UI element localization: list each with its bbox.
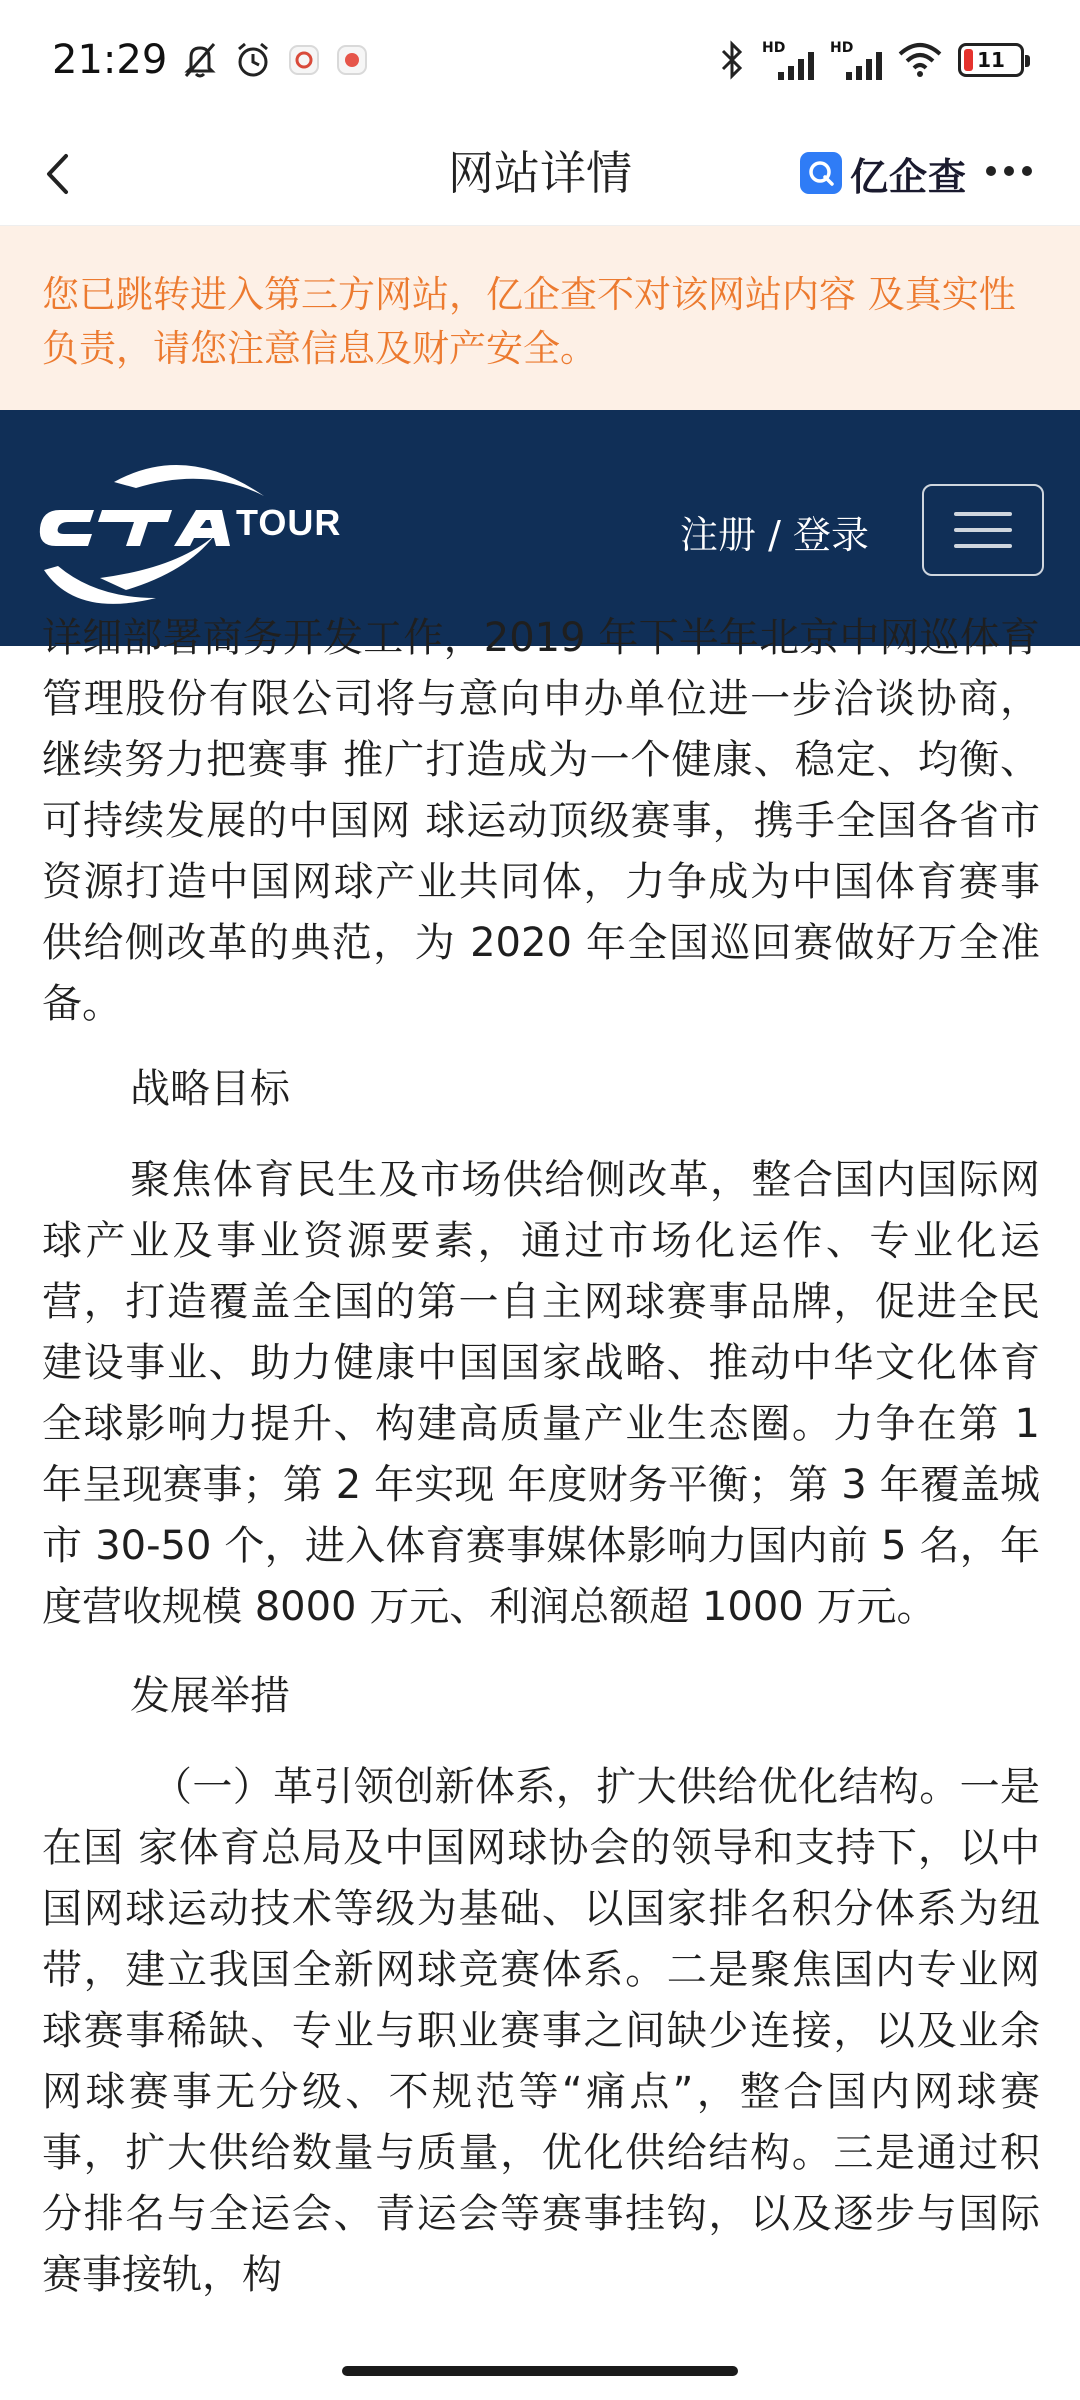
hd-label: HD (762, 40, 786, 56)
alarm-icon (233, 40, 273, 80)
status-left-icons (181, 40, 369, 80)
nav-bar (0, 120, 1080, 226)
section-heading-strategy: 战略目标 (130, 1066, 290, 1112)
more-dot-icon (1022, 166, 1032, 176)
status-right-icons (718, 40, 1024, 80)
article-paragraph: 详细部署商务开发工作，2019 年下半年北京中网巡体育管理股份有限公司将与意向申办单位进一步洽谈协商，继续努力把赛事 推广打造成为一个健康、稳定、均衡、可持续发展的中国网 球运动顶级赛事，携手全国各省市资源打造中国网球产业共同体，力争成为中国体育赛事供给侧改革的典范，为 2020 年全国巡回赛做好万全准备。 (42, 615, 1040, 1027)
app-notification-icon (335, 43, 369, 77)
hamburger-line-icon (954, 528, 1012, 532)
hamburger-line-icon (954, 512, 1012, 516)
more-options-button[interactable] (980, 160, 1038, 182)
third-party-notice: 您已跳转进入第三方网站，亿企查不对该网站内容 及真实性负责，请您注意信息及财产安全。 (0, 226, 1080, 410)
article-paragraph: （一）革引领创新体系，扩大供给优化结构。一是在国 家体育总局及中国网球协会的领导和支持下，以中国网球运动技术等级为基础、以国家排名积分体系为纽带，建立我国全新网球竞赛体系。二是聚焦国内专业网球赛事稀缺、专业与职业赛事之间缺少连接，以及业余网球赛事无分级、不规范等“痛点”，整合国内网球赛事，扩大供给数量与质量，优化供给结构。三是通过积分排名与全运会、青运会等赛事挂钩，以及逐步与国际赛事接轨，构 (42, 1764, 1040, 2298)
mute-bell-icon (181, 40, 219, 80)
bluetooth-icon (718, 40, 746, 80)
battery-icon (958, 43, 1024, 77)
battery-level: 11 (977, 48, 1005, 72)
brand-name: 亿企查 (850, 154, 968, 199)
back-button[interactable] (44, 144, 84, 204)
site-menu-button[interactable] (922, 484, 1044, 576)
hamburger-line-icon (954, 544, 1012, 548)
chevron-left-icon (44, 153, 70, 195)
battery-fill (964, 49, 973, 71)
article-content[interactable] (0, 615, 1080, 2366)
app-notification-icon (287, 43, 321, 77)
signal-icon (762, 40, 814, 80)
page-title: 网站详情 (448, 146, 632, 200)
signal-icon (830, 40, 882, 80)
brand-logo-icon (800, 152, 842, 194)
home-indicator[interactable] (342, 2366, 738, 2376)
more-dot-icon (986, 166, 996, 176)
hd-label: HD (830, 40, 854, 56)
brand[interactable] (800, 144, 967, 202)
article-paragraph: 聚焦体育民生及市场供给侧改革，整合国内国际网球产业及事业资源要素，通过市场化运作、专业化运营，打造覆盖全国的第一自主网球赛事品牌，促进全民建设事业、助力健康中国国家战略、推动中华文化体育全球影响力提升、构建高质量产业生态圈。力争在第 1 年呈现赛事；第 2 年实现 年度财务平衡；第 3 年覆盖城市 30-50 个，进入体育赛事媒体影响力国内前 5 名，年度营收规模 8000 万元、利润总额超 1000 万元。 (42, 1157, 1040, 1630)
wifi-icon (898, 42, 942, 78)
logo-tour-text: TOUR (236, 502, 342, 543)
more-dot-icon (1004, 166, 1014, 176)
article-body (0, 608, 1080, 2306)
register-login-link[interactable]: 注册 / 登录 (680, 513, 869, 557)
status-time: 21:29 (52, 37, 168, 83)
status-bar (0, 0, 1080, 120)
section-heading-measures: 发展举措 (130, 1673, 290, 1719)
